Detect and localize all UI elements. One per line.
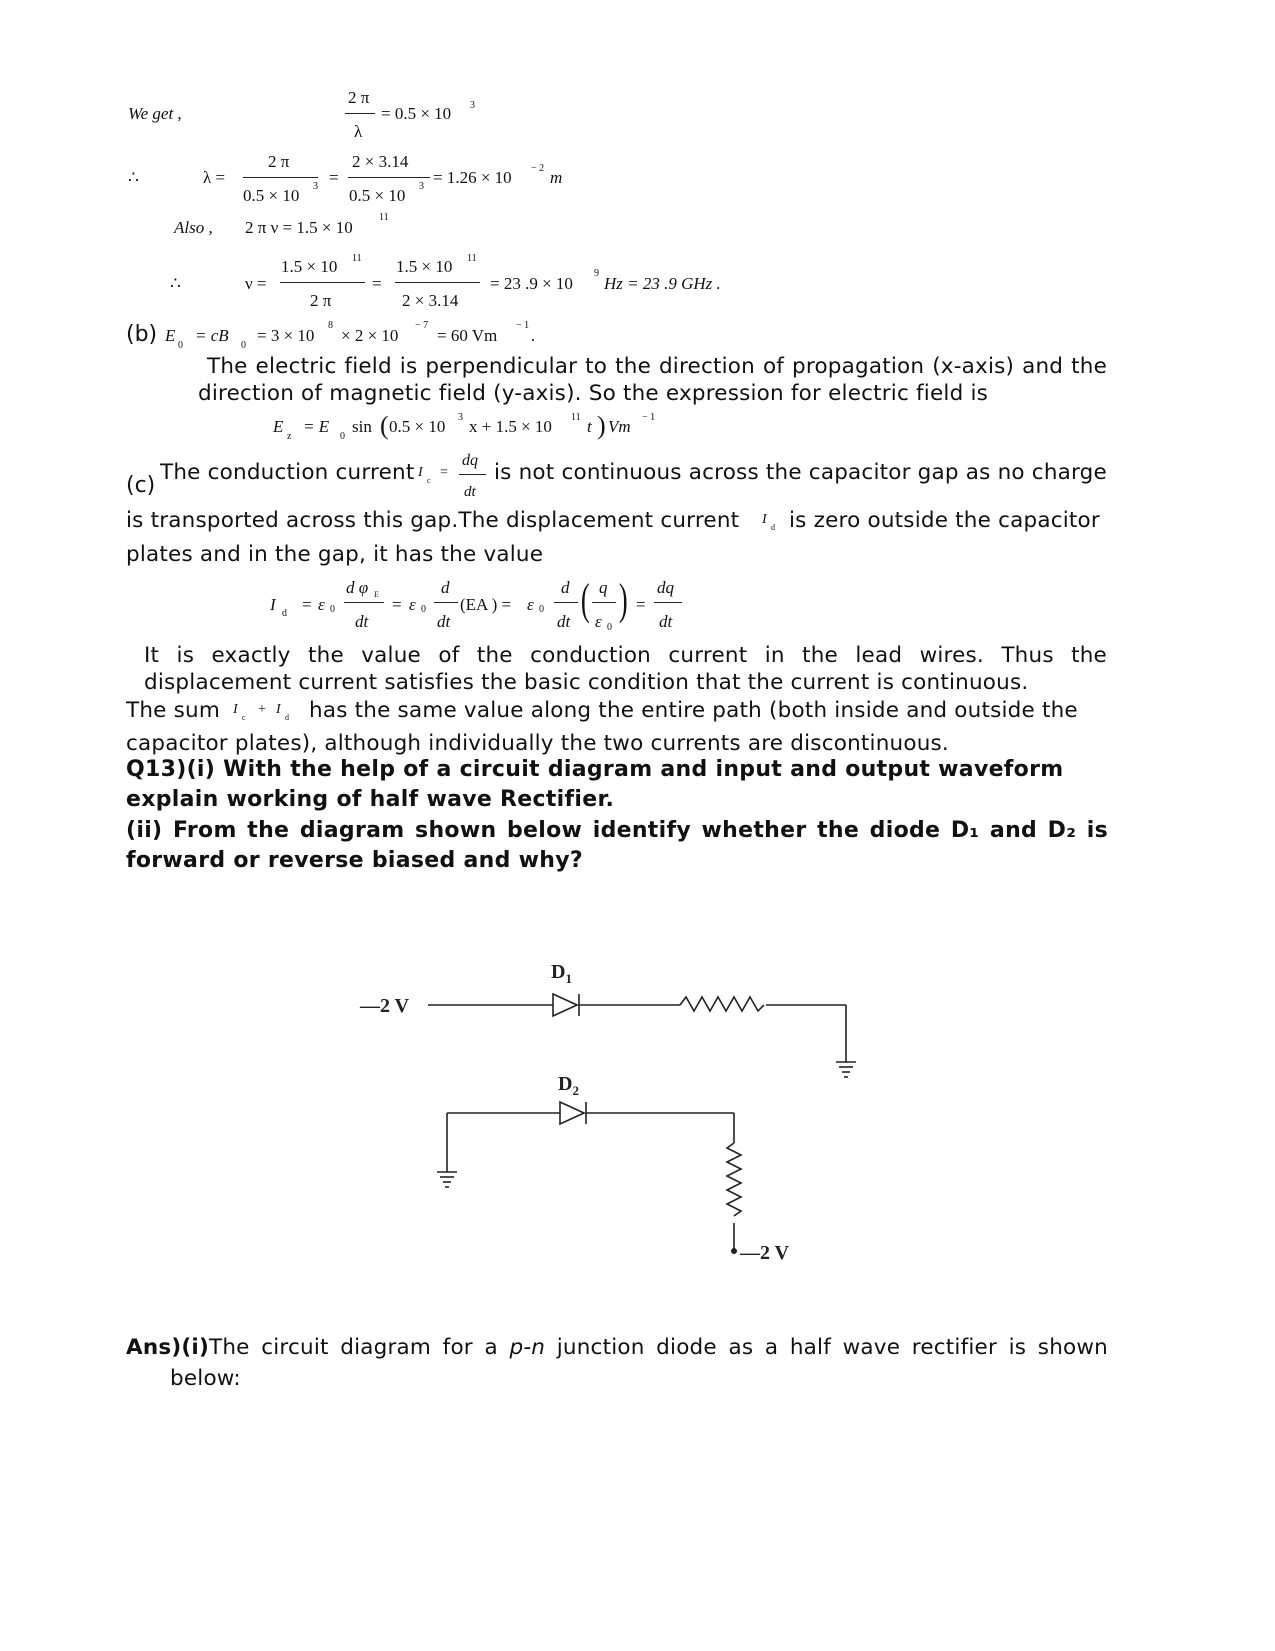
terminal-dot bbox=[731, 1248, 737, 1254]
subscript: z bbox=[287, 431, 292, 442]
fraction-numerator: 1.5 × 10 bbox=[281, 257, 338, 276]
exponent: 3 bbox=[470, 100, 475, 111]
exponent: 11 bbox=[379, 212, 389, 223]
fraction-denominator: 0.5 × 10 bbox=[243, 186, 300, 205]
answer-line: Ans)(i)The circuit diagram for a p-n junction diode as a half wave rectifier is shown bbox=[126, 1335, 1109, 1360]
therefore-symbol: ∴ bbox=[170, 274, 181, 293]
values-2: × 2 × 10 bbox=[341, 326, 399, 345]
lambda-result: = 1.26 × 10 bbox=[433, 168, 512, 187]
fraction-numerator: 2 π bbox=[348, 88, 370, 107]
equals: = bbox=[636, 595, 646, 614]
part-b-label: (b) bbox=[126, 322, 158, 347]
ground-icon bbox=[437, 1172, 457, 1187]
ea-term: (EA ) = bbox=[460, 595, 512, 614]
d2-label: $D_2$ bbox=[558, 1073, 579, 1098]
field-symbol: = E bbox=[303, 417, 330, 436]
equals: = bbox=[392, 595, 402, 614]
fraction-denominator: 2 π bbox=[310, 291, 332, 310]
subscript: 0 bbox=[330, 604, 335, 615]
question-line: (ii) From the diagram shown below identify whether the diode D₁ and D₂ is bbox=[126, 818, 1108, 843]
paragraph-line: It is exactly the value of the conduction current in the lead wires. Thus the bbox=[144, 643, 1107, 668]
subscript: 0 bbox=[178, 340, 183, 351]
cb0-symbol: = cB bbox=[195, 326, 229, 345]
fraction-denominator: dt bbox=[437, 612, 451, 631]
voltage-label-left: —2 V bbox=[360, 995, 410, 1017]
question-line: explain working of half wave Rectifier. bbox=[126, 787, 615, 812]
period: . bbox=[531, 326, 536, 345]
exponent: 11 bbox=[467, 253, 477, 264]
exponent: − 1 bbox=[516, 320, 530, 331]
subscript: 0 bbox=[607, 622, 612, 633]
voltage-label-bottom: —2 V bbox=[740, 1242, 790, 1264]
fraction-numerator: d bbox=[561, 578, 570, 597]
subscript: c bbox=[427, 476, 431, 485]
paragraph-text: is transported across this gap.The displacement current bbox=[126, 508, 740, 533]
equals: = bbox=[372, 274, 382, 293]
question-line: Q13)(i) With the help of a circuit diagram and input and output waveform bbox=[126, 757, 1064, 782]
exponent: − 2 bbox=[531, 163, 545, 174]
sin-function: sin bbox=[352, 417, 372, 436]
equals: = bbox=[302, 595, 312, 614]
fraction-numerator: d φ bbox=[346, 578, 369, 597]
close-paren: ) bbox=[597, 411, 606, 440]
epsilon: ε bbox=[595, 612, 602, 631]
paragraph-line: capacitor plates), although individually the two currents are discontinuous. bbox=[126, 731, 949, 756]
equals: = bbox=[329, 168, 339, 187]
result: = 60 Vm bbox=[437, 326, 498, 345]
subscript: d bbox=[282, 608, 287, 619]
fraction-numerator: 2 π bbox=[268, 152, 290, 171]
diode-d1-icon bbox=[553, 994, 579, 1016]
exponent: 11 bbox=[571, 412, 581, 423]
paragraph-text: The conduction current bbox=[160, 460, 415, 485]
open-paren: ( bbox=[580, 575, 590, 624]
lambda-equals: λ = bbox=[203, 168, 226, 187]
fraction-numerator: 2 × 3.14 bbox=[352, 152, 409, 171]
fraction-denominator: λ bbox=[354, 122, 363, 141]
fraction-denominator: 2 × 3.14 bbox=[402, 291, 459, 310]
nu-equals: ν = bbox=[245, 274, 267, 293]
diode-circuit-diagram bbox=[350, 950, 910, 1280]
answer-label: Ans)(i) bbox=[126, 1335, 209, 1360]
subscript: 0 bbox=[241, 340, 246, 351]
fraction-denominator: dt bbox=[659, 612, 673, 631]
omega-equation: 2 π ν = 1.5 × 10 bbox=[245, 218, 353, 237]
paragraph-line: displacement current satisfies the basic condition that the current is continuous. bbox=[144, 670, 1029, 695]
exponent: 3 bbox=[458, 412, 463, 423]
unit: m bbox=[550, 168, 563, 187]
ic-symbol: I bbox=[233, 702, 238, 717]
paragraph-text: plates and in the gap, it has the value bbox=[126, 542, 544, 567]
paragraph-text: is not continuous across the capacitor gap as no charge bbox=[494, 460, 1107, 485]
fraction-denominator: dt bbox=[355, 612, 369, 631]
we-get-text: We get , bbox=[128, 104, 182, 123]
question-line: forward or reverse biased and why? bbox=[126, 848, 583, 873]
fraction-denominator: dt bbox=[464, 484, 476, 500]
resistor-icon bbox=[727, 1143, 741, 1216]
diode-d2-icon bbox=[560, 1102, 586, 1124]
id-symbol: I bbox=[762, 512, 767, 527]
fraction-numerator: d bbox=[441, 578, 450, 597]
exponent: 9 bbox=[594, 268, 599, 279]
close-paren: ) bbox=[618, 575, 628, 624]
pn-term: p-n bbox=[509, 1335, 546, 1360]
open-paren: ( bbox=[380, 411, 389, 440]
exponent: − 1 bbox=[642, 412, 656, 423]
resistor-icon bbox=[680, 997, 764, 1011]
fraction-denominator: 0.5 × 10 bbox=[349, 186, 406, 205]
subscript: 0 bbox=[421, 604, 426, 615]
subscript: 0 bbox=[340, 431, 345, 442]
exponent: 3 bbox=[419, 181, 424, 192]
fraction-numerator: q bbox=[599, 578, 608, 597]
epsilon: ε bbox=[409, 595, 416, 614]
plus: + bbox=[258, 702, 266, 717]
epsilon: ε bbox=[318, 595, 325, 614]
paragraph-line: direction of magnetic field (y-axis). So the expression for electric field is bbox=[198, 381, 989, 406]
nu-result: = 23 .9 × 10 bbox=[490, 274, 573, 293]
d1-label: $D_1$ bbox=[551, 961, 572, 986]
fraction-numerator: dq bbox=[462, 452, 478, 469]
equation-value: = 0.5 × 10 bbox=[381, 104, 452, 123]
subscript: c bbox=[242, 713, 246, 722]
field-term: x + 1.5 × 10 bbox=[469, 417, 552, 436]
ic-symbol: I bbox=[418, 465, 423, 480]
therefore-symbol: ∴ bbox=[128, 168, 139, 187]
subscript: 0 bbox=[539, 604, 544, 615]
paragraph-line: The electric field is perpendicular to the direction of propagation (x-axis) and the bbox=[207, 354, 1107, 379]
answer-line: below: bbox=[170, 1366, 241, 1391]
fraction-denominator: dt bbox=[557, 612, 571, 631]
subscript: E bbox=[374, 590, 379, 599]
paragraph-text: has the same value along the entire path (both inside and outside the bbox=[309, 698, 1078, 723]
field-symbol: E bbox=[273, 417, 284, 436]
also-text: Also , bbox=[174, 218, 213, 237]
field-term: 0.5 × 10 bbox=[389, 417, 446, 436]
part-c-label: (c) bbox=[126, 473, 156, 498]
field-unit: Vm bbox=[608, 417, 631, 436]
field-term: t bbox=[587, 417, 592, 436]
paragraph-text: is zero outside the capacitor bbox=[789, 508, 1100, 533]
id-symbol: I bbox=[276, 702, 281, 717]
paragraph-text: The sum bbox=[126, 698, 220, 723]
id-symbol: I bbox=[270, 595, 276, 614]
exponent: 3 bbox=[313, 181, 318, 192]
fraction-numerator: 1.5 × 10 bbox=[396, 257, 453, 276]
subscript: d bbox=[285, 713, 289, 722]
fraction-numerator: dq bbox=[657, 578, 674, 597]
e0-symbol: E bbox=[165, 326, 176, 345]
equals: = bbox=[440, 465, 448, 480]
exponent: 11 bbox=[352, 253, 362, 264]
values: = 3 × 10 bbox=[257, 326, 315, 345]
exponent: − 7 bbox=[415, 320, 429, 331]
ground-icon bbox=[836, 1062, 856, 1077]
subscript: d bbox=[771, 523, 775, 532]
nu-unit: Hz = 23 .9 GHz . bbox=[604, 274, 721, 293]
epsilon: ε bbox=[527, 595, 534, 614]
exponent: 8 bbox=[328, 320, 333, 331]
